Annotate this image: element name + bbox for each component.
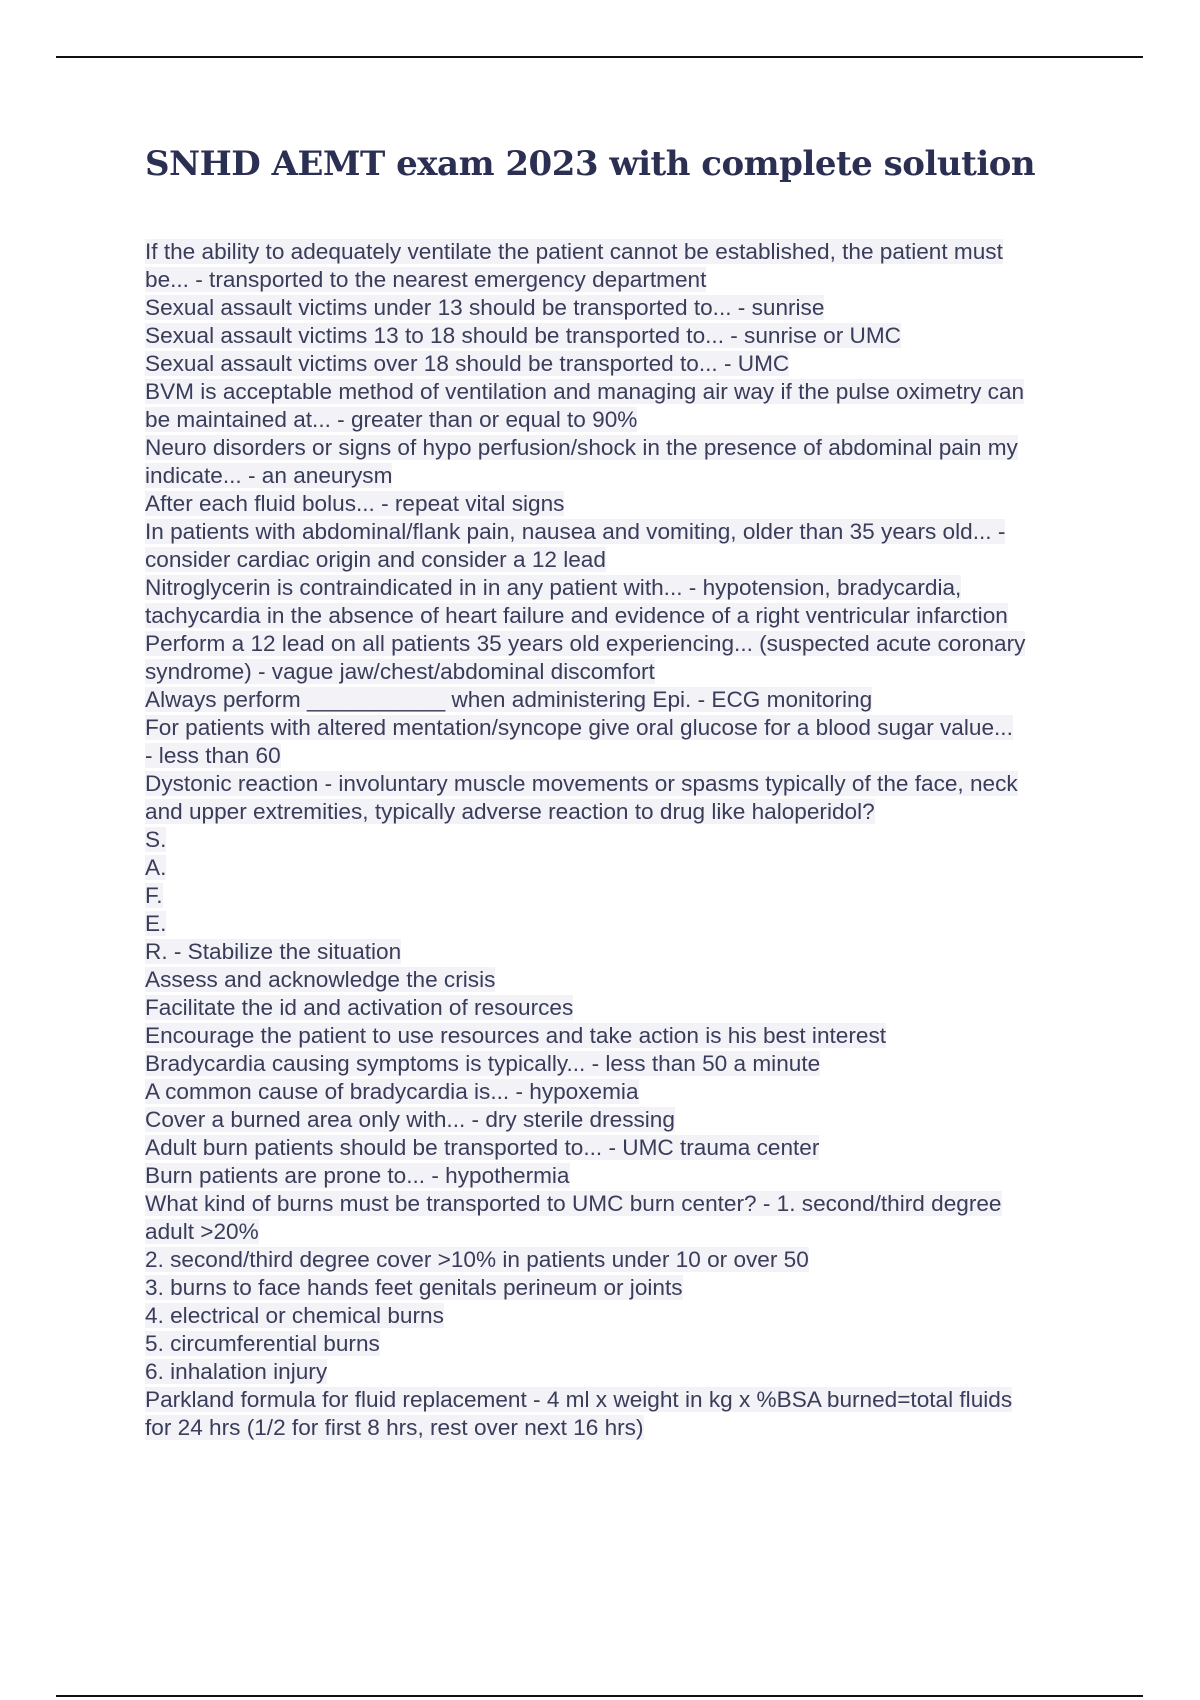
- text-line: 6. inhalation injury: [145, 1359, 328, 1384]
- text-line: Burn patients are prone to... - hypothermia: [145, 1163, 570, 1188]
- text-line: Cover a burned area only with... - dry sterile dressing: [145, 1107, 675, 1132]
- text-line: Perform a 12 lead on all patients 35 years old experiencing... (suspected acute coronary: [145, 631, 1026, 656]
- text-line: be... - transported to the nearest emergency department: [145, 267, 707, 292]
- text-line: If the ability to adequately ventilate the patient cannot be established, the patient must: [145, 239, 1003, 264]
- text-line: Encourage the patient to use resources and take action is his best interest: [145, 1023, 887, 1048]
- text-line: Bradycardia causing symptoms is typically... - less than 50 a minute: [145, 1051, 821, 1076]
- text-line: For patients with altered mentation/syncope give oral glucose for a blood sugar value...: [145, 715, 1013, 740]
- text-line: adult >20%: [145, 1219, 259, 1244]
- text-line: consider cardiac origin and consider a 12 lead: [145, 547, 606, 572]
- text-line: indicate... - an aneurysm: [145, 463, 393, 488]
- text-line: Adult burn patients should be transported to... - UMC trauma center: [145, 1135, 820, 1160]
- text-line: E.: [145, 911, 167, 936]
- text-line: 2. second/third degree cover >10% in patients under 10 or over 50: [145, 1247, 809, 1272]
- text-line: 3. burns to face hands feet genitals perineum or joints: [145, 1275, 683, 1300]
- text-line: Sexual assault victims over 18 should be transported to... - UMC: [145, 351, 790, 376]
- text-line: A common cause of bradycardia is... - hypoxemia: [145, 1079, 639, 1104]
- text-line: be maintained at... - greater than or equal to 90%: [145, 407, 638, 432]
- text-line: Always perform ___________ when administering Epi. - ECG monitoring: [145, 687, 873, 712]
- text-line: - less than 60: [145, 743, 281, 768]
- text-line: 4. electrical or chemical burns: [145, 1303, 444, 1328]
- header-rule: [56, 56, 1143, 58]
- text-line: What kind of burns must be transported to UMC burn center? - 1. second/third degree: [145, 1191, 1002, 1216]
- text-line: Parkland formula for fluid replacement - 4 ml x weight in kg x %BSA burned=total fluids: [145, 1387, 1013, 1412]
- text-line: In patients with abdominal/flank pain, nausea and vomiting, older than 35 years old... -: [145, 519, 1006, 544]
- text-line: A.: [145, 855, 167, 880]
- text-line: Facilitate the id and activation of resources: [145, 995, 574, 1020]
- text-line: for 24 hrs (1/2 for first 8 hrs, rest over next 16 hrs): [145, 1415, 644, 1440]
- text-line: tachycardia in the absence of heart failure and evidence of a right ventricular infarction: [145, 603, 1008, 628]
- text-line: 5. circumferential burns: [145, 1331, 380, 1356]
- document-body: [145, 238, 1097, 1442]
- text-line: Dystonic reaction - involuntary muscle movements or spasms typically of the face, neck: [145, 771, 1018, 796]
- text-line: After each fluid bolus... - repeat vital signs: [145, 491, 565, 516]
- text-line: F.: [145, 883, 163, 908]
- text-line: and upper extremities, typically adverse reaction to drug like haloperidol?: [145, 799, 875, 824]
- text-line: Assess and acknowledge the crisis: [145, 967, 496, 992]
- text-line: BVM is acceptable method of ventilation and managing air way if the pulse oximetry can: [145, 379, 1025, 404]
- document-title: SNHD AEMT exam 2023 with complete solution: [145, 144, 1036, 184]
- text-line: S.: [145, 827, 167, 852]
- footer-rule: [56, 1695, 1143, 1697]
- text-line: syndrome) - vague jaw/chest/abdominal discomfort: [145, 659, 655, 684]
- text-line: Sexual assault victims 13 to 18 should be transported to... - sunrise or UMC: [145, 323, 901, 348]
- text-line: Nitroglycerin is contraindicated in in any patient with... - hypotension, bradycardia,: [145, 575, 962, 600]
- text-line: Neuro disorders or signs of hypo perfusion/shock in the presence of abdominal pain my: [145, 435, 1018, 460]
- text-line: Sexual assault victims under 13 should be transported to... - sunrise: [145, 295, 825, 320]
- text-line: R. - Stabilize the situation: [145, 939, 402, 964]
